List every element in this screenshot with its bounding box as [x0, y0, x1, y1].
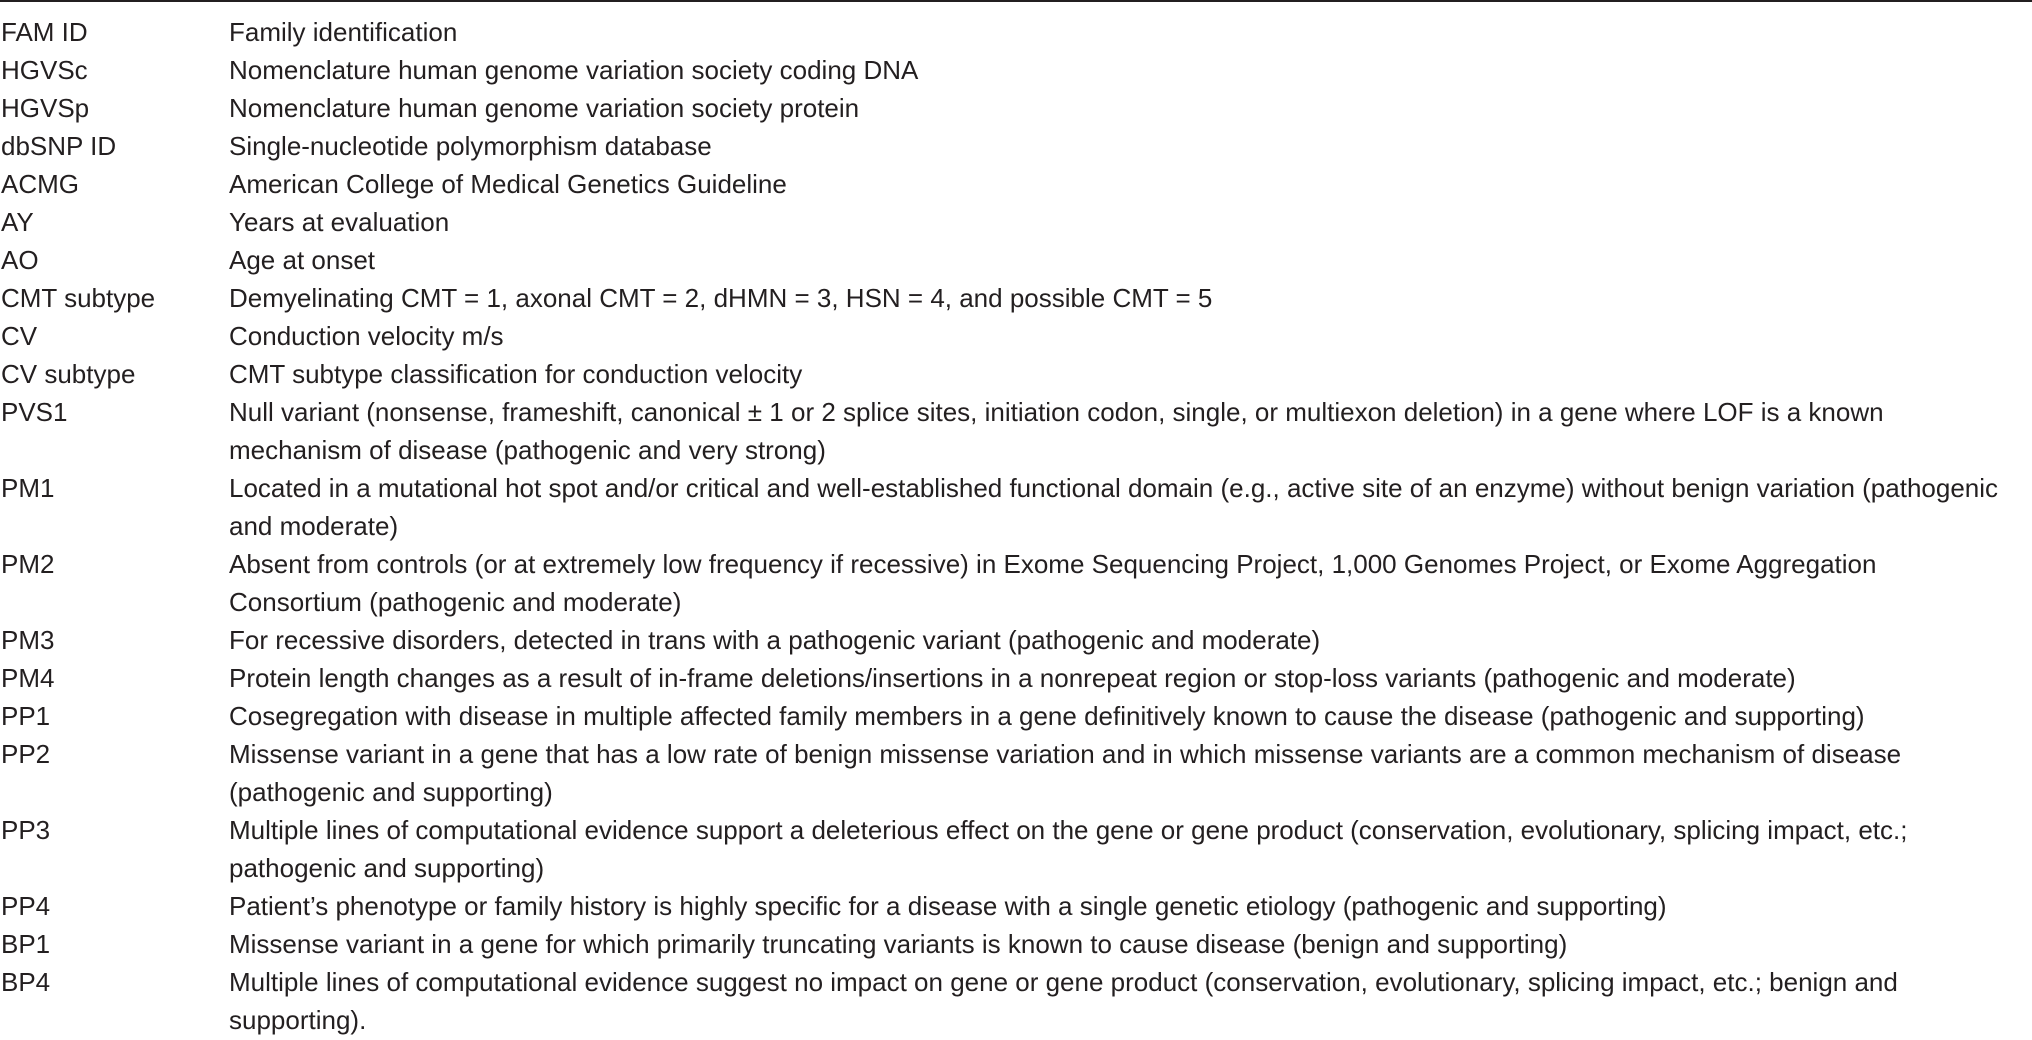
- table-row: [0, 355, 2032, 393]
- abbreviation-cell: PP3: [1, 815, 51, 845]
- table-row: [0, 697, 2032, 735]
- table-row: [0, 317, 2032, 355]
- definition-cell: Patient’s phenotype or family history is highly specific for a disease with a single genetic etiology (pathogenic and supporting): [229, 891, 1667, 921]
- abbreviation-cell: dbSNP ID: [1, 131, 117, 161]
- definition-cell: Multiple lines of computational evidence support a deleterious effect on the gene or gene product (conservation, evolutionary, splicing impact, etc.; pathogenic and supporting): [229, 815, 1908, 883]
- definition-cell: Protein length changes as a result of in-frame deletions/insertions in a nonrepeat region or stop-loss variants (pathogenic and moderate): [229, 663, 1796, 693]
- definition-cell: Nomenclature human genome variation society protein: [229, 93, 860, 123]
- abbreviation-cell: PM4: [1, 663, 55, 693]
- definition-cell: American College of Medical Genetics Guideline: [229, 169, 787, 199]
- definition-cell: CMT subtype classification for conduction velocity: [229, 359, 803, 389]
- table-row: [0, 241, 2032, 279]
- table-row: [0, 963, 2032, 1039]
- abbreviation-cell: AY: [1, 207, 34, 237]
- abbreviation-cell: BP1: [1, 929, 51, 959]
- table-row: [0, 13, 2032, 51]
- abbreviation-cell: PP1: [1, 701, 51, 731]
- abbreviation-cell: PP2: [1, 739, 51, 769]
- definition-cell: Null variant (nonsense, frameshift, canonical ± 1 or 2 splice sites, initiation codon, single, or multiexon deletion) in a gene where LOF is a known mechanism of disease (pathogenic and very strong): [229, 397, 1884, 465]
- definition-cell: Located in a mutational hot spot and/or critical and well-established functional domain (e.g., active site of an enzyme) without benign variation (pathogenic and moderate): [229, 473, 1999, 541]
- definition-cell: Missense variant in a gene for which primarily truncating variants is known to cause disease (benign and supporting): [229, 929, 1568, 959]
- definition-cell: Multiple lines of computational evidence suggest no impact on gene or gene product (conservation, evolutionary, splicing impact, etc.; benign and supporting).: [229, 967, 1898, 1035]
- definition-cell: Age at onset: [229, 245, 375, 275]
- table-row: [0, 887, 2032, 925]
- table-row: [0, 545, 2032, 621]
- table-row: [0, 621, 2032, 659]
- definition-cell: For recessive disorders, detected in trans with a pathogenic variant (pathogenic and moderate): [229, 625, 1321, 655]
- table-row: [0, 393, 2032, 469]
- table-row: [0, 89, 2032, 127]
- definition-cell: Absent from controls (or at extremely low frequency if recessive) in Exome Sequencing Project, 1,000 Genomes Project, or Exome Aggregation Consortium (pathogenic and moderate): [229, 549, 1877, 617]
- abbreviation-cell: PM1: [1, 473, 55, 503]
- table-row: [0, 165, 2032, 203]
- abbreviation-cell: HGVSp: [1, 93, 90, 123]
- abbreviation-cell: HGVSc: [1, 55, 88, 85]
- abbreviation-cell: PVS1: [1, 397, 68, 427]
- abbreviation-cell: BP4: [1, 967, 51, 997]
- table-row: [0, 735, 2032, 811]
- abbreviation-cell: PM2: [1, 549, 55, 579]
- abbreviation-cell: AO: [1, 245, 39, 275]
- abbreviation-cell: PM3: [1, 625, 55, 655]
- definition-cell: Years at evaluation: [229, 207, 450, 237]
- table-row: [0, 659, 2032, 697]
- table-row: [0, 51, 2032, 89]
- abbreviation-cell: ACMG: [1, 169, 79, 199]
- table-row: [0, 127, 2032, 165]
- table-top-rule: [0, 0, 2032, 2]
- abbreviation-cell: CV: [1, 321, 38, 351]
- definition-cell: Conduction velocity m/s: [229, 321, 504, 351]
- table-row: [0, 279, 2032, 317]
- table-row: [0, 203, 2032, 241]
- table-body: [0, 13, 2032, 1039]
- definition-cell: Missense variant in a gene that has a low rate of benign missense variation and in which missense variants are a common mechanism of disease (pathogenic and supporting): [229, 739, 1902, 807]
- abbreviation-cell: FAM ID: [1, 17, 88, 47]
- table-row: [0, 469, 2032, 545]
- definition-cell: Demyelinating CMT = 1, axonal CMT = 2, dHMN = 3, HSN = 4, and possible CMT = 5: [229, 283, 1213, 313]
- definition-cell: Nomenclature human genome variation society coding DNA: [229, 55, 919, 85]
- definition-cell: Family identification: [229, 17, 458, 47]
- abbreviation-cell: PP4: [1, 891, 51, 921]
- definition-cell: Cosegregation with disease in multiple affected family members in a gene definitively known to cause the disease (pathogenic and supporting): [229, 701, 1865, 731]
- abbreviation-cell: CV subtype: [1, 359, 136, 389]
- definition-cell: Single-nucleotide polymorphism database: [229, 131, 712, 161]
- table-row: [0, 925, 2032, 963]
- abbreviation-cell: CMT subtype: [1, 283, 156, 313]
- table-row: [0, 811, 2032, 887]
